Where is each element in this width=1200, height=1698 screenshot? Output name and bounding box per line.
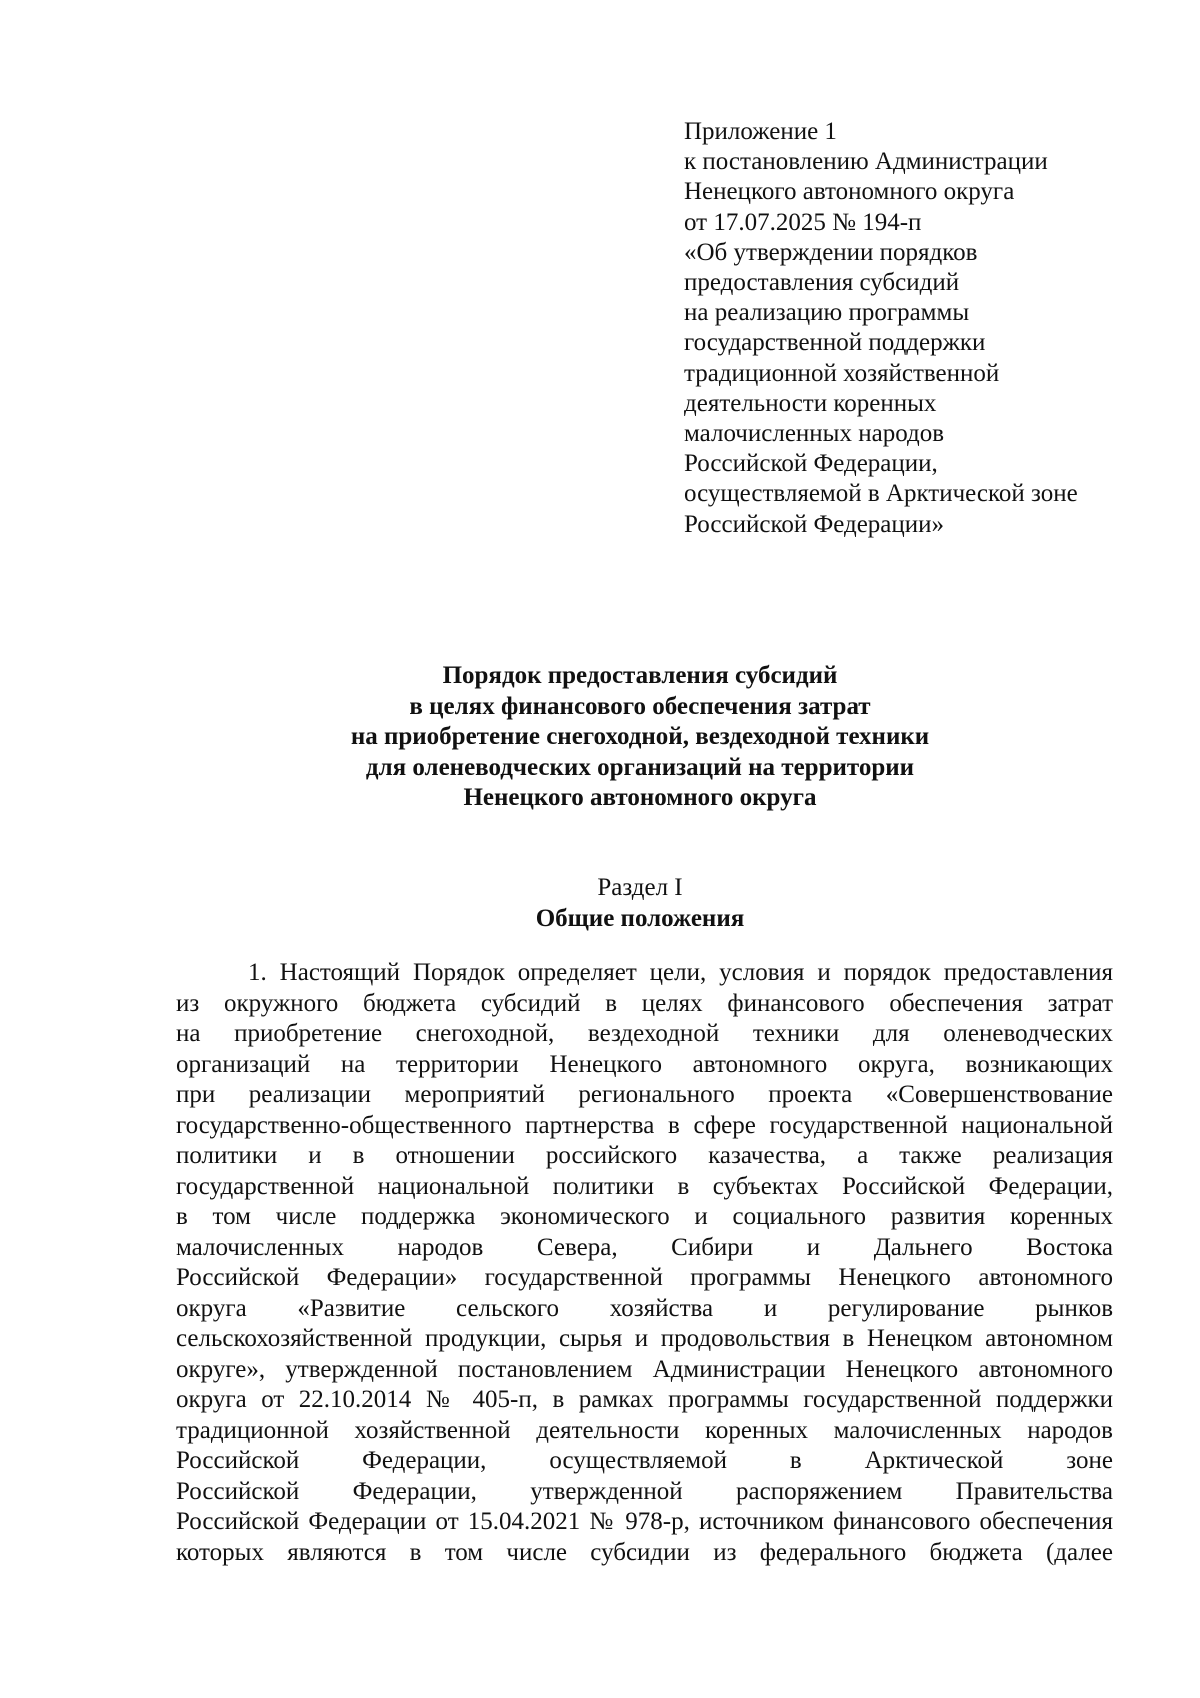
title-line: Порядок предоставления субсидий (442, 662, 838, 689)
appendix-line: от 17.07.2025 № 194-п (684, 208, 922, 236)
paragraph-line: округе», утвержденной постановлением Администрации Ненецкого автономного (176, 1355, 1113, 1383)
appendix-line: государственной поддержки (684, 329, 986, 357)
paragraph-line: политики и в отношении российского казачества, а также реализация (176, 1142, 1113, 1169)
paragraph-line: организаций на территории Ненецкого автономного округа, возникающих (176, 1050, 1113, 1078)
paragraph-line: Российской Федерации, осуществляемой в Арктической зоне (176, 1447, 1113, 1474)
paragraph-line: на приобретение снегоходной, вездеходной техники для оленеводческих (176, 1020, 1113, 1047)
paragraph-line: традиционной хозяйственной деятельности коренных малочисленных народов (176, 1416, 1113, 1444)
paragraph-1 (176, 958, 1113, 1568)
title-line: в целях финансового обеспечения затрат (409, 692, 871, 720)
appendix-line: традиционной хозяйственной (684, 359, 1000, 387)
appendix-line: малочисленных народов (684, 420, 944, 448)
appendix-line: предоставления субсидий (684, 269, 960, 297)
paragraph-line: в том числе поддержка экономического и социального развития коренных (176, 1203, 1113, 1230)
paragraph-line: государственной национальной политики в субъектах Российской Федерации, (176, 1172, 1113, 1200)
appendix-line: Российской Федерации, (684, 450, 938, 478)
section-heading: Общие положения (535, 905, 745, 932)
appendix-line: «Об утверждении порядков (684, 238, 978, 266)
appendix-line: Российской Федерации» (684, 510, 945, 538)
paragraph-line: округа от 22.10.2014 № 405-п, в рамках программы государственной поддержки (176, 1386, 1113, 1413)
paragraph-line: округа «Развитие сельского хозяйства и регулирование рынков (176, 1294, 1113, 1322)
appendix-line: на реализацию программы (684, 299, 970, 327)
appendix-block (684, 117, 1124, 540)
appendix-line: осуществляемой в Арктической зоне (684, 480, 1078, 508)
paragraph-line: 1. Настоящий Порядок определяет цели, условия и порядок предоставления (248, 959, 1113, 986)
paragraph-line: Российской Федерации» государственной программы Ненецкого автономного (176, 1264, 1113, 1291)
paragraph-line: при реализации мероприятий регионального проекта «Совершенствование (176, 1081, 1113, 1108)
title-line: на приобретение снегоходной, вездеходной техники (350, 723, 930, 750)
paragraph-line: малочисленных народов Севера, Сибири и Дальнего Востока (176, 1233, 1113, 1261)
title-line: Ненецкого автономного округа (463, 784, 817, 811)
section-number: Раздел I (597, 874, 683, 901)
paragraph-line: сельскохозяйственной продукции, сырья и продовольствия в Ненецком автономном (176, 1325, 1113, 1352)
title-line: для оленеводческих организаций на территории (365, 753, 915, 781)
appendix-line: деятельности коренных (684, 389, 937, 417)
appendix-line: Приложение 1 (684, 118, 837, 145)
paragraph-line: которых являются в том числе субсидии из федерального бюджета (далее (176, 1538, 1113, 1566)
document-title (160, 661, 1120, 814)
paragraph-line: Российской Федерации от 15.04.2021 № 978-р, источником финансового обеспечения (176, 1508, 1113, 1535)
appendix-line: Ненецкого автономного округа (684, 178, 1015, 206)
paragraph-line: из окружного бюджета субсидий в целях финансового обеспечения затрат (176, 989, 1113, 1017)
paragraph-line: Российской Федерации, утвержденной распоряжением Правительства (176, 1477, 1113, 1505)
paragraph-line: государственно-общественного партнерства в сфере государственной национальной (176, 1111, 1113, 1139)
appendix-line: к постановлению Администрации (684, 148, 1048, 176)
